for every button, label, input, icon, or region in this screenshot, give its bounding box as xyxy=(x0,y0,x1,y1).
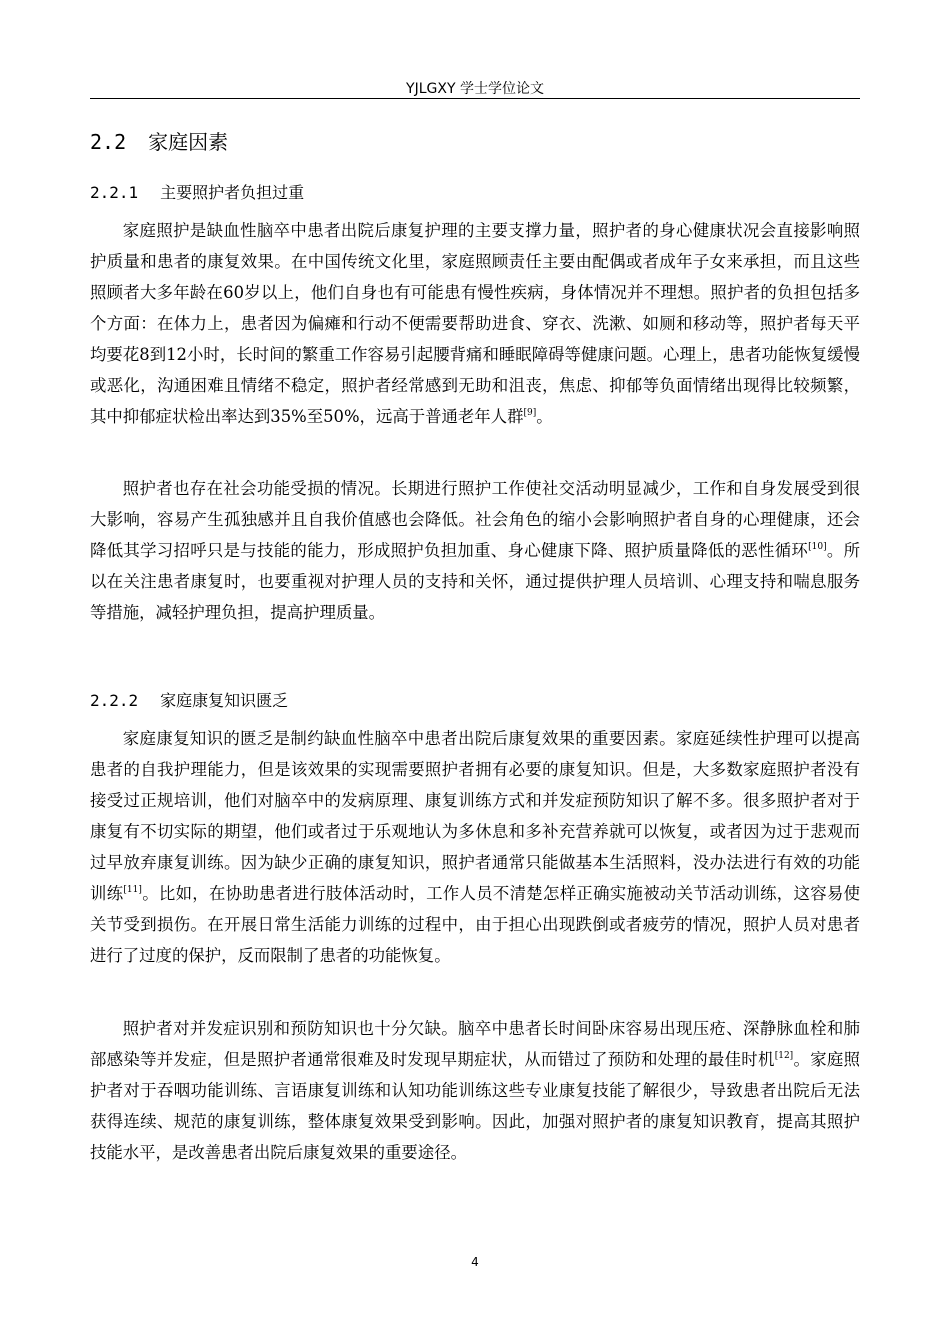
header-rule xyxy=(90,98,860,99)
paragraph-1-text: 家庭照护是缺血性脑卒中患者出院后康复护理的主要支撑力量，照护者的身心健康状况会直接影响照护质量和患者的康复效果。在中国传统文化里，家庭照顾责任主要由配偶或者成年子女来承担，而且这些照顾者大多年龄在60岁以上，他们自身也有可能患有慢性疾病，身体情况并不理想。照护者的负担包括多个方面：在体力上，患者因为偏瘫和行动不便需要帮助进食、穿衣、洗漱、如厕和移动等，照护者每天平均要花8到12小时，长时间的繁重工作容易引起腰背痛和睡眠障碍等健康问题。心理上，患者功能恢复缓慢或恶化，沟通困难且情绪不稳定，照护者经常感到无助和沮丧，焦虑、抑郁等负面情绪出现得比较频繁，其中抑郁症状检出率达到35%至50%，远高于普通老年人群 xyxy=(90,221,860,426)
paragraph-4 xyxy=(90,1013,860,1168)
section-heading xyxy=(90,126,228,155)
paragraph-2 xyxy=(90,473,860,628)
page-number: 4 xyxy=(471,1255,479,1269)
paragraph-1-tail: 。 xyxy=(536,407,553,426)
citation-12: [12] xyxy=(774,1051,794,1061)
paragraph-1 xyxy=(90,215,860,432)
paragraph-4-text: 照护者对并发症识别和预防知识也十分欠缺。脑卒中患者长时间卧床容易出现压疮、深静脉血栓和肺部感染等并发症，但是照护者通常很难及时发现早期症状，从而错过了预防和处理的最佳时机 xyxy=(90,1019,860,1069)
subsection-number-2: 2.2.2 xyxy=(90,691,139,710)
running-header: YJLGXY 学士学位论文 xyxy=(406,81,544,97)
paragraph-3 xyxy=(90,723,860,971)
section-title: 家庭因素 xyxy=(148,130,229,154)
citation-11: [11] xyxy=(123,885,142,895)
paragraph-3-text: 家庭康复知识的匮乏是制约缺血性脑卒中患者出院后康复效果的重要因素。家庭延续性护理可以提高患者的自我护理能力，但是该效果的实现需要照护者拥有必要的康复知识。但是，大多数家庭照护者没有接受过正规培训，他们对脑卒中的发病原理、康复训练方式和并发症预防知识了解不多。很多照护者对于康复有不切实际的期望，他们或者过于乐观地认为多休息和多补充营养就可以恢复，或者因为过于悲观而过早放弃康复训练。因为缺少正确的康复知识，照护者通常只能做基本生活照料，没办法进行有效的功能训练 xyxy=(90,729,860,903)
citation-10: [10] xyxy=(808,542,827,552)
subsection-number-1: 2.2.1 xyxy=(90,183,139,202)
subsection-heading-2 xyxy=(90,688,288,711)
paragraph-3-tail: 。比如，在协助患者进行肢体活动时，工作人员不清楚怎样正确实施被动关节活动训练，这容易使关节受到损伤。在开展日常生活能力训练的过程中，由于担心出现跌倒或者疲劳的情况，照护人员对患者进行了过度的保护，反而限制了患者的功能恢复。 xyxy=(90,884,861,965)
section-number: 2.2 xyxy=(90,130,127,154)
subsection-title-1: 主要照护者负担过重 xyxy=(160,183,305,202)
subsection-title-2: 家庭康复知识匮乏 xyxy=(160,691,289,710)
subsection-heading-1 xyxy=(90,180,304,203)
paragraph-2-text: 照护者也存在社会功能受损的情况。长期进行照护工作使社交活动明显减少，工作和自身发展受到很大影响，容易产生孤独感并且自我价值感也会降低。社会角色的缩小会影响照护者自身的心理健康，还会降低其学习招呼只是与技能的能力，形成照护负担加重、身心健康下降、照护质量降低的恶性循环 xyxy=(90,479,860,560)
paragraph-4-tail: 。家庭照护者对于吞咽功能训练、言语康复训练和认知功能训练这些专业康复技能了解很少，导致患者出院后无法获得连续、规范的康复训练，整体康复效果受到影响。因此，加强对照护者的康复知识教育，提高其照护技能水平，是改善患者出院后康复效果的重要途径。 xyxy=(90,1050,861,1162)
citation-9: [9] xyxy=(523,408,537,418)
paragraph-2-tail: 。所以在关注患者康复时，也要重视对护理人员的支持和关怀，通过提供护理人员培训、心理支持和喘息服务等措施，减轻护理负担，提高护理质量。 xyxy=(90,541,861,622)
